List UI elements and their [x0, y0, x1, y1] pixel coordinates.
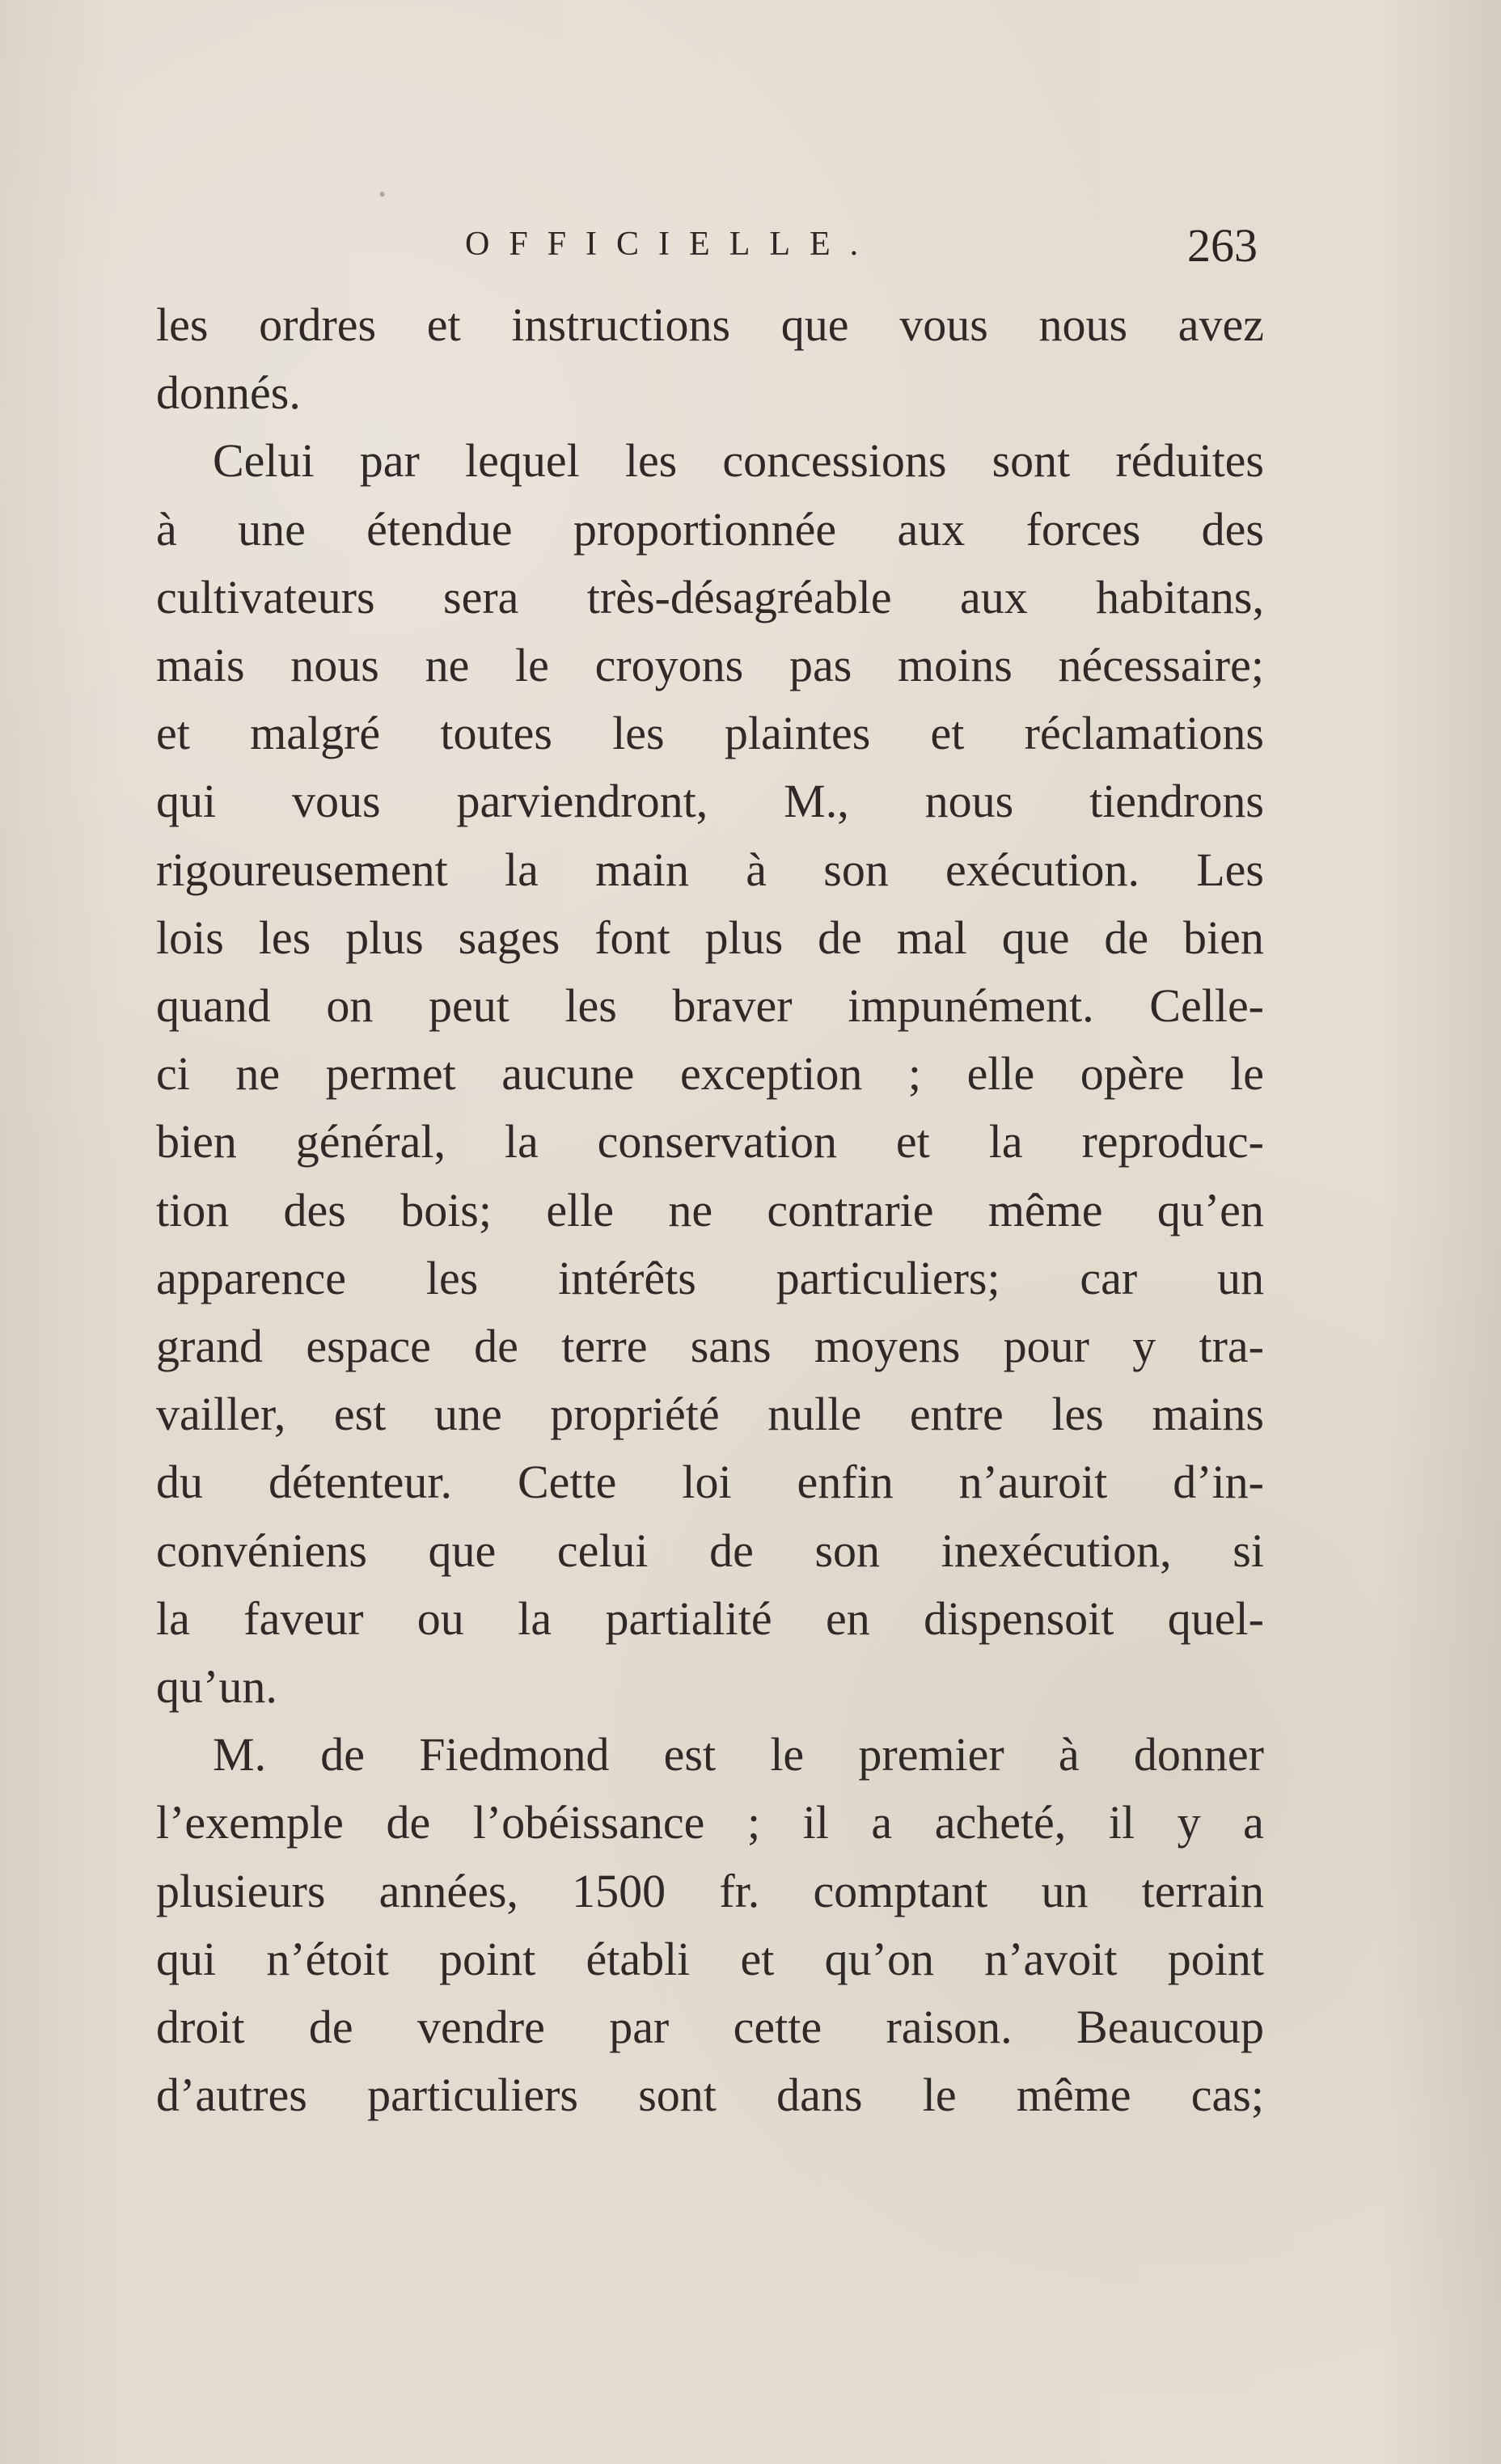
text-word: elle [546, 1183, 615, 1236]
text-word: nous [924, 775, 1014, 828]
text-word: réclamations [1024, 707, 1264, 760]
text-word: opère [1080, 1047, 1185, 1101]
text-word: Beaucoup [1076, 2001, 1264, 2054]
text-word: plusieurs [156, 1864, 326, 1917]
text-line-1 [156, 291, 1264, 359]
text-word: nulle [767, 1388, 862, 1441]
text-word: propriété [550, 1388, 720, 1441]
text-word: nous [290, 639, 379, 692]
text-word: plus [345, 911, 424, 964]
text-word: de [386, 1796, 431, 1849]
text-word: ci [156, 1047, 190, 1101]
text-word: intérêts [558, 1251, 696, 1304]
text-word: plaintes [724, 707, 871, 760]
text-word: a [1243, 1796, 1264, 1849]
text-line-25 [156, 1925, 1264, 1993]
text-word: à [746, 843, 767, 896]
text-word: particuliers; [776, 1251, 1000, 1304]
text-word: bois; [400, 1183, 492, 1236]
text-word: la [156, 1591, 190, 1645]
text-word: Celui [213, 434, 315, 488]
text-word: mal [896, 911, 967, 964]
text-word: comptant [813, 1864, 988, 1917]
text-word: loi [682, 1456, 732, 1509]
text-word: point [1167, 1932, 1264, 1985]
text-word: général, [295, 1115, 446, 1169]
text-word: toutes [440, 707, 552, 760]
text-line-21 [156, 1653, 1264, 1721]
text-word: qui [156, 1932, 217, 1985]
text-word: rigoureusement [156, 843, 448, 896]
text-word: Celle- [1149, 979, 1264, 1033]
text-word: premier [858, 1728, 1004, 1781]
text-word: son [814, 1524, 881, 1577]
text-word: vailler, [156, 1388, 286, 1441]
text-word: Les [1196, 843, 1264, 896]
text-word: tion [156, 1183, 230, 1236]
text-word: la [505, 843, 539, 896]
text-word: mains [1152, 1388, 1264, 1441]
text-word: de [320, 1728, 366, 1781]
text-word: faveur [243, 1591, 364, 1645]
text-word: le [922, 2069, 957, 2122]
text-word: en [826, 1591, 870, 1645]
text-word: même [987, 1183, 1103, 1236]
text-word: terrain [1141, 1864, 1264, 1917]
text-word: reproduc- [1081, 1115, 1264, 1169]
text-word: sera [443, 570, 519, 623]
text-word: donner [1133, 1728, 1264, 1781]
text-word: ; [746, 1796, 761, 1849]
text-line-12 [156, 1040, 1264, 1108]
text-word: et [895, 1115, 930, 1169]
text-word: lequel [464, 434, 580, 488]
text-word: celui [556, 1524, 649, 1577]
text-word: parviendront, [456, 775, 708, 828]
text-word: et [740, 1932, 775, 1985]
text-word: on [326, 979, 374, 1033]
text-word: vous [899, 298, 988, 351]
text-word: pour [1003, 1320, 1089, 1373]
text-word: la [504, 1115, 539, 1169]
text-word: tiendrons [1089, 775, 1264, 828]
text-line-27 [156, 2061, 1264, 2129]
text-word: ou [416, 1591, 464, 1645]
text-line-20 [156, 1585, 1264, 1653]
text-word: que [428, 1524, 497, 1577]
text-word: n’auroit [958, 1456, 1108, 1509]
text-word: raison. [886, 2001, 1013, 2054]
text-word: terre [561, 1320, 648, 1373]
text-word: qu’en [1156, 1183, 1264, 1236]
text-line-11 [156, 972, 1264, 1040]
text-word: plus [704, 911, 784, 964]
text-word: moyens [814, 1320, 961, 1373]
text-word: et [426, 298, 461, 351]
text-word: l’obéissance [472, 1796, 705, 1849]
text-word: partialité [605, 1591, 772, 1645]
text-word: M. [213, 1728, 267, 1781]
text-word: les [425, 1251, 479, 1304]
text-word: contrarie [767, 1183, 934, 1236]
text-word: d’autres [156, 2069, 307, 2122]
text-word: aux [897, 502, 966, 556]
text-word: M., [784, 775, 849, 828]
text-word: une [433, 1388, 502, 1441]
text-line-16 [156, 1312, 1264, 1380]
text-word: il [1108, 1796, 1135, 1849]
text-word: la [518, 1591, 552, 1645]
text-word: très-désagréable [586, 570, 892, 623]
text-word: bien [1183, 911, 1264, 964]
text-word: les [156, 298, 209, 351]
text-word: dans [776, 2069, 863, 2122]
running-title: OFFICIELLE. [465, 226, 878, 263]
text-word: cultivateurs [156, 570, 375, 623]
text-word: y [1177, 1796, 1201, 1849]
text-line-8 [156, 767, 1264, 835]
text-word: les [1051, 1388, 1104, 1441]
text-word: n’avoit [984, 1932, 1118, 1985]
text-word: ; [907, 1047, 922, 1101]
text-word: de [308, 2001, 353, 2054]
text-line-24 [156, 1858, 1264, 1925]
text-word: une [238, 502, 306, 556]
text-line-19 [156, 1517, 1264, 1585]
text-word: proportionnée [573, 502, 837, 556]
text-word: avez [1178, 298, 1264, 351]
text-word: acheté, [934, 1796, 1067, 1849]
text-word: et [930, 707, 965, 760]
text-word: particuliers [367, 2069, 578, 2122]
text-word: mais [156, 639, 245, 692]
text-word: l’exemple [156, 1796, 344, 1849]
text-word: pas [789, 639, 852, 692]
text-word: étendue [366, 502, 513, 556]
text-word: le [515, 639, 549, 692]
text-word: aux [960, 570, 1028, 623]
text-word: Cette [517, 1456, 617, 1509]
text-word: si [1233, 1524, 1264, 1577]
text-word: grand [156, 1320, 264, 1373]
text-word: sont [638, 2069, 717, 2122]
text-word: exception [679, 1047, 863, 1101]
text-word: droit [156, 2001, 245, 2054]
text-word: ne [235, 1047, 281, 1101]
text-word: que [780, 298, 849, 351]
text-word: car [1080, 1251, 1138, 1304]
text-line-4 [156, 496, 1264, 564]
text-word: habitans, [1096, 570, 1264, 623]
text-word: peut [428, 979, 509, 1033]
text-word: qu’on [824, 1932, 934, 1985]
text-word: des [1201, 502, 1264, 556]
text-word: croyons [594, 639, 744, 692]
text-word: concessions [722, 434, 947, 488]
text-word: est [333, 1388, 387, 1441]
text-word: même [1016, 2069, 1131, 2122]
running-head [465, 219, 1266, 273]
text-word: de [1104, 911, 1149, 964]
text-word: de [709, 1524, 754, 1577]
text-word: du [156, 1456, 203, 1509]
text-word: enfin [797, 1456, 894, 1509]
text-word: son [823, 843, 889, 896]
text-line-2 [156, 359, 1264, 427]
text-word: établi [586, 1932, 691, 1985]
text-word: détenteur. [268, 1456, 453, 1509]
text-word: années, [378, 1864, 518, 1917]
text-word: le [770, 1728, 805, 1781]
text-word: braver [672, 979, 793, 1033]
text-word: est [663, 1728, 717, 1781]
text-word: tra- [1199, 1320, 1264, 1373]
text-word: par [359, 434, 420, 488]
text-word: elle [966, 1047, 1035, 1101]
text-word: impunément. [848, 979, 1094, 1033]
text-word: conservation [597, 1115, 837, 1169]
text-word: point [439, 1932, 536, 1985]
text-word: convéniens [156, 1524, 367, 1577]
text-word: dispensoit [924, 1591, 1114, 1645]
text-word: ordres [259, 298, 377, 351]
text-word: Fiedmond [419, 1728, 610, 1781]
text-word: espace [306, 1320, 431, 1373]
text-word: ne [425, 639, 470, 692]
text-word: sont [992, 434, 1071, 488]
text-word: aucune [501, 1047, 635, 1101]
text-line-26 [156, 1993, 1264, 2061]
text-word: permet [325, 1047, 456, 1101]
text-word: qu’un. [156, 1660, 277, 1714]
text-word: n’étoit [266, 1932, 389, 1985]
text-word: la [988, 1115, 1023, 1169]
paper-speck: • [378, 183, 387, 206]
text-word: entre [909, 1388, 1004, 1441]
text-word: nous [1038, 298, 1128, 351]
text-word: font [594, 911, 670, 964]
text-word: moins [898, 639, 1013, 692]
text-word: inexécution, [941, 1524, 1172, 1577]
text-word: vous [292, 775, 381, 828]
text-line-17 [156, 1380, 1264, 1448]
text-line-15 [156, 1245, 1264, 1312]
text-line-14 [156, 1177, 1264, 1245]
text-word: réduites [1115, 434, 1264, 488]
text-word: exécution. [945, 843, 1140, 896]
text-word: cas; [1190, 2069, 1264, 2122]
text-word: sages [458, 911, 560, 964]
text-word: sans [690, 1320, 772, 1373]
text-word: instructions [511, 298, 731, 351]
text-word: vendre [417, 2001, 545, 2054]
text-word: nécessaire; [1058, 639, 1264, 692]
text-word: les [612, 707, 665, 760]
text-word: que [1001, 911, 1070, 964]
text-word: des [283, 1183, 346, 1236]
text-word: de [474, 1320, 518, 1373]
text-word: et [156, 707, 190, 760]
text-word: 1500 [572, 1864, 666, 1917]
text-word: de [818, 911, 862, 964]
text-line-6 [156, 632, 1264, 699]
text-line-9 [156, 836, 1264, 904]
text-word: y [1132, 1320, 1156, 1373]
text-line-23 [156, 1789, 1264, 1857]
text-word: ne [668, 1183, 713, 1236]
text-word: les [258, 911, 311, 964]
text-word: a [871, 1796, 893, 1849]
text-word: les [564, 979, 617, 1033]
text-word: il [802, 1796, 829, 1849]
text-word: les [624, 434, 678, 488]
page-number: 263 [1187, 219, 1258, 272]
text-word: bien [156, 1115, 237, 1169]
text-word: le [1230, 1047, 1264, 1101]
text-word: lois [156, 911, 224, 964]
text-word: un [1217, 1251, 1264, 1304]
text-word: quand [156, 979, 271, 1033]
text-line-18 [156, 1448, 1264, 1516]
text-word: fr. [719, 1864, 760, 1917]
text-word: un [1041, 1864, 1089, 1917]
text-line-3 [156, 427, 1264, 495]
text-word: quel- [1167, 1591, 1264, 1645]
text-word: à [156, 502, 177, 556]
text-word: à [1058, 1728, 1080, 1781]
text-line-22 [156, 1721, 1264, 1789]
text-word: apparence [156, 1251, 347, 1304]
text-line-7 [156, 699, 1264, 767]
text-word: forces [1025, 502, 1141, 556]
text-word: par [609, 2001, 670, 2054]
text-line-13 [156, 1108, 1264, 1176]
text-word: cette [733, 2001, 822, 2054]
text-word: malgré [250, 707, 381, 760]
text-word: donnés. [156, 366, 301, 420]
text-line-10 [156, 904, 1264, 972]
text-line-5 [156, 564, 1264, 632]
text-word: qui [156, 775, 217, 828]
page-text-block [156, 291, 1264, 2129]
text-word: d’in- [1173, 1456, 1264, 1509]
text-word: main [595, 843, 690, 896]
